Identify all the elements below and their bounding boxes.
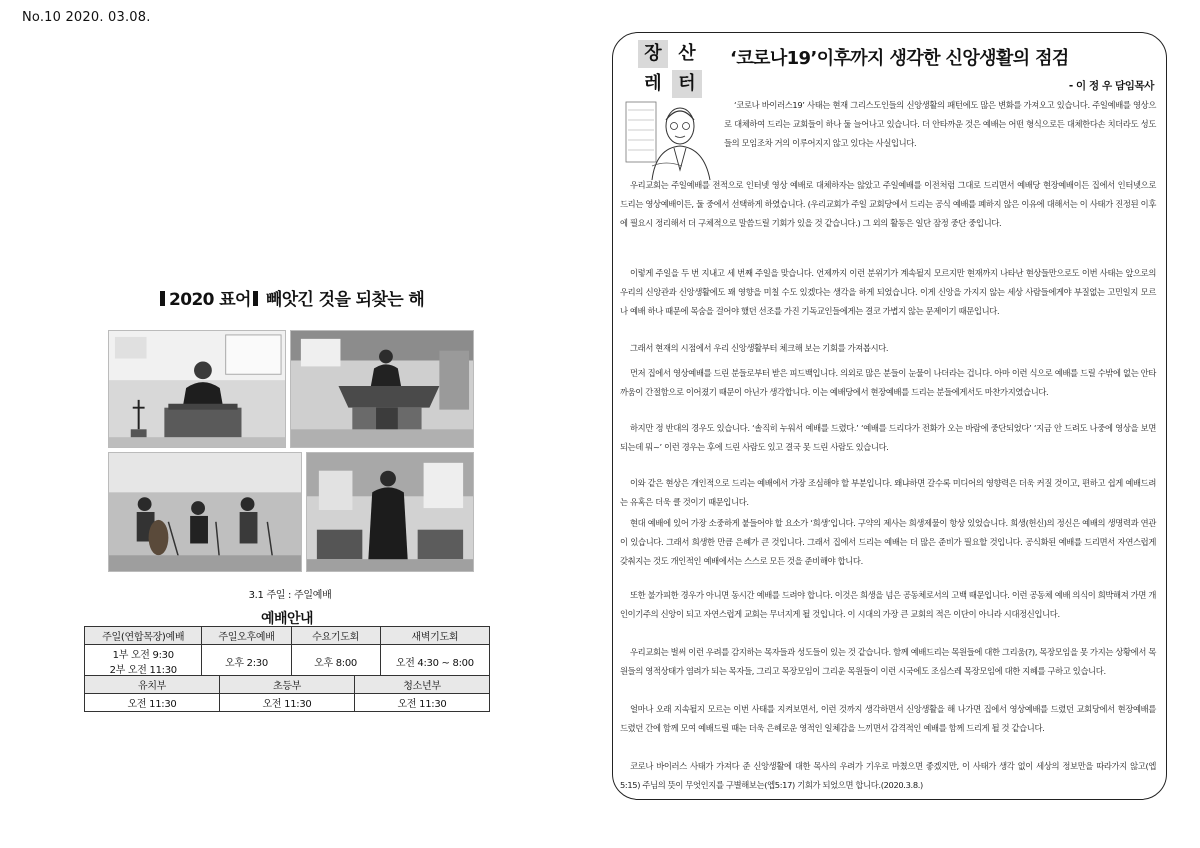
pastor-portrait-sketch <box>622 96 720 182</box>
column-paragraph: 이와 같은 현상은 개인적으로 드리는 예배에서 가장 조심해야 할 부분입니다. 왜냐하면 갈수록 미디어의 영향력은 더욱 커질 것이고, 편하고 쉽게 예배드려는 유혹은 더욱 클 것이기 때문입니다. <box>620 478 1156 507</box>
motto-bar-left <box>160 291 165 306</box>
column-paragraph: ‘코로나 바이러스19’ 사태는 현재 그리스도인들의 신앙생활의 패턴에도 많은 변화를 가져오고 있습니다. 주일예배를 영상으로 대체하여 드리는 교회들이 하나 둘 늘어나고 있습니다. 더 안타까운 것은 예배는 어떤 형식으로든 대체한다손 치더라도 성도들의 모임조차 거의 이루어지지 않고 있다는 사실입니다. <box>724 100 1156 148</box>
schedule-title: 예배안내 <box>260 611 314 627</box>
column-paragraph: 코로나 바이러스 사태가 가져다 준 신앙생활에 대한 목사의 우려가 기우로 마쳤으면 좋겠지만, 이 사태가 생각 없이 세상의 정보만을 따라가지 않고(엡5:15) 주님의 뜻이 무엇인지를 구별해보는(엡5:17) 기회가 되었으면 합니다.(2020.3.8.) <box>620 761 1156 790</box>
column-paragraph: 우리교회는 주일예배를 전적으로 인터넷 영상 예배로 대체하자는 않았고 주일예배를 이전처럼 그대로 드리면서 예배당 현장예배이든 집에서 인터넷으로 드리는 영상예배이든, 둘 중에서 선택하게 하였습니다. (우리교회가 주일 교회당에서 드리는 공식 예배를 폐하지 않은 이유에 대해서는 이 사태가 진정된 이후에 필요시 정리해서 더 구체적으로 말씀드릴 기회가 있을 것 같습니다.) 그 외의 활동은 일단 잠정 중단 중입니다. <box>620 180 1156 228</box>
dept-time: 오전 11:30 <box>85 694 220 712</box>
column-paragraph: 그래서 현재의 시점에서 우리 신앙생활부터 체크해 보는 기회를 가져봅시다. <box>630 343 889 353</box>
dept-time-row <box>85 694 490 712</box>
column-paragraph: 또한 불가피한 경우가 아니면 동시간 예배를 드려야 합니다. 이것은 희생을 넘은 공동체로서의 고백 때문입니다. 이런 공동체 예배 의식이 희박해져 가면 개인이기주의 신앙이 되고 자연스럽게 교회는 무너지게 될 것입니다. 이 시대의 가장 큰 교회의 적은 이단이 아니라 시대정신입니다. <box>620 590 1156 619</box>
schedule-header: 주일오후예배 <box>202 627 291 645</box>
column-badge-char: 산 <box>678 43 696 64</box>
column-badge-char: 장 <box>638 40 668 68</box>
photo-soloist-singing <box>306 452 474 572</box>
motto-bar-right <box>253 291 258 306</box>
dept-header: 초등부 <box>220 676 355 694</box>
schedule-time-line: 1부 오전 9:30 <box>112 650 174 661</box>
dept-header: 청소년부 <box>355 676 490 694</box>
dept-header-row <box>85 676 490 694</box>
column-paragraph: 먼저 집에서 영상예배를 드린 분들로부터 받은 피드백입니다. 의외로 많은 분들이 눈물이 나더라는 겁니다. 아마 이런 식으로 예배를 드릴 수밖에 없는 안타까움이 간절함으로 이어졌기 때문이 아닌가 생각합니다. 이는 예배당에서 현장예배를 드리는 분들에게서도 마찬가지였습니다. <box>620 368 1156 397</box>
column-badge-char: 레 <box>644 73 662 94</box>
column-paragraph: 하지만 정 반대의 경우도 있습니다. ‘솔직히 누워서 예배를 드렸다.’ ‘예배를 드리다가 전화가 오는 바람에 중단되었다’ ‘지금 안 드려도 나중에 영상을 보면 되는데 뭐~’ 이런 경우는 후에 드린 사람도 있고 결국 못 드린 사람도 있습니다. <box>620 423 1156 452</box>
worship-photo-collage <box>108 330 474 572</box>
column-paragraph: 이렇게 주일을 두 번 지내고 세 번째 주일을 맞습니다. 언제까지 이런 분위기가 계속될지 모르지만 현재까지 나타난 현상들만으로도 이번 사태는 앞으로의 우리의 신앙관과 신앙생활에도 꽤 영향을 미칠 수도 있겠다는 생각을 하게 되었습니다. 이게 신앙을 가지지 않는 세상 사람들에게야 부질없는 고민일지 모르나 예배 하나 때문에 목숨을 걸어야 했던 선조를 가진 기독교인들에게는 결코 가볍지 않는 문제이기 때문입니다. <box>620 268 1156 316</box>
department-schedule-table <box>84 675 490 712</box>
worship-schedule-table <box>84 626 490 678</box>
column-paragraph: 얼마나 오래 지속될지 모르는 이번 사태를 지켜보면서, 이런 것까지 생각하면서 신앙생활을 해 나가면 집에서 영상예배를 드렸던 교회당에서 현장예배를 드렸던 간에 함께 모여 예배드릴 때는 더욱 은혜로운 영적인 일체감을 느끼면서 감격적인 예배를 함께 드리게 될 것 같습니다. <box>620 704 1156 733</box>
issue-number: No.10 2020. 03.08. <box>22 10 151 25</box>
schedule-header: 수요기도회 <box>291 627 380 645</box>
motto-label: 2020 표어 <box>169 290 251 310</box>
schedule-time-row <box>85 645 490 678</box>
schedule-time-line: 2부 오전 11:30 <box>109 665 177 676</box>
column-paragraph: 우리교회는 벌써 이런 우려를 감지하는 목자들과 성도들이 있는 것 같습니다. 함께 예배드리는 목원들에 대한 그리움(?), 목장모임을 못 가지는 상황에서 목원들의 영적상태가 염려가 되는 목자들, 그리고 목장모임이 그리운 목원들이 이런 시국에도 조심스레 목장모임에 대한 지혜를 구하고 있습니다. <box>620 647 1156 676</box>
dept-header: 유치부 <box>85 676 220 694</box>
column-badge-char: 터 <box>672 70 702 98</box>
schedule-time: 오전 4:30 ~ 8:00 <box>380 645 489 678</box>
motto-text: 빼앗긴 것을 되찾는 해 <box>265 290 425 310</box>
schedule-time: 오후 8:00 <box>291 645 380 678</box>
schedule-header-row <box>85 627 490 645</box>
annual-motto <box>160 285 424 310</box>
photo-speaker-at-pulpit <box>290 330 474 448</box>
schedule-header: 새벽기도회 <box>380 627 489 645</box>
schedule-header: 주일(연합목장)예배 <box>85 627 202 645</box>
dept-time: 오전 11:30 <box>355 694 490 712</box>
schedule-time: 오후 2:30 <box>202 645 291 678</box>
photo-string-ensemble <box>108 452 302 572</box>
dept-time: 오전 11:30 <box>220 694 355 712</box>
column-paragraph: 현대 예배에 있어 가장 소중하게 붙들어야 할 요소가 ‘희생’입니다. 구약의 제사는 희생제물이 항상 있었습니다. 희생(헌신)의 정신은 예배의 생명력과 연관이 있습니다. 그래서 희생한 만큼 은혜가 큰 것입니다. 그래서 집에서 드리는 예배는 더 많은 준비가 필요할 것입니다. 공식화된 예배를 드리면서 자연스럽게 갖춰지는 것도 개인적인 예배에서는 스스로 모든 것을 준비해야 합니다. <box>620 518 1156 566</box>
schedule-time-sunday <box>85 645 202 678</box>
column-author: - 이 정 우 담임목사 <box>1068 80 1154 92</box>
photo-pastor-preaching <box>108 330 286 448</box>
column-title: ‘코로나19’이후까지 생각한 신앙생활의 점검 <box>730 48 1069 69</box>
photo-caption: 3.1 주일 : 주일예배 <box>248 590 332 601</box>
